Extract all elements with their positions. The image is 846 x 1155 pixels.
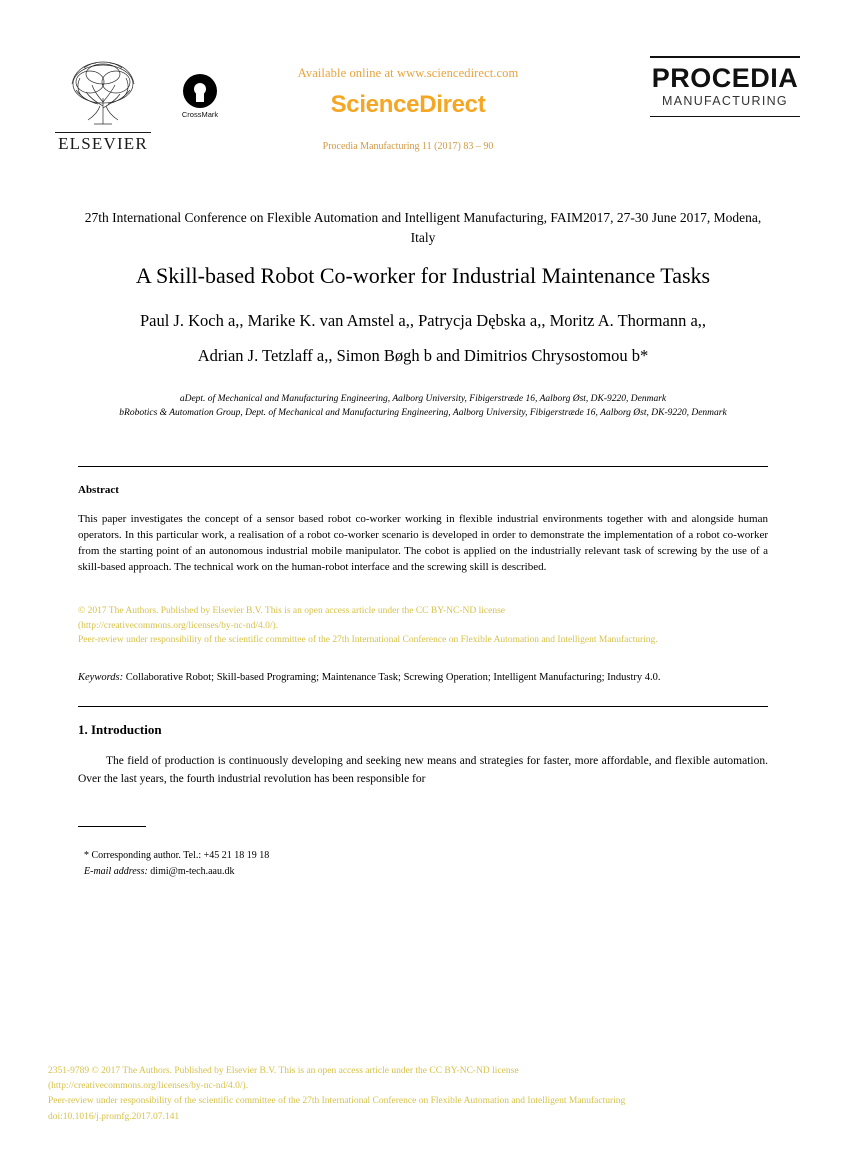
keywords-value: Collaborative Robot; Skill-based Programing; Maintenance Task; Screwing Operation; Intelligent Manufacturing; Industry 4.0. <box>125 672 661 683</box>
footer-peer-review: Peer-review under responsibility of the scientific committee of the 27th International Conference on Flexible Automation and Intelligent Manufacturing <box>48 1096 626 1107</box>
crossmark-label: CrossMark <box>181 110 219 119</box>
sciencedirect-block <box>258 66 558 152</box>
elsevier-tree-icon <box>60 58 146 130</box>
section-paragraph: The field of production is continuously developing and seeking new means and strategies for faster, more affordable, and flexible automation. Over the last years, the fourth industrial revolution has been responsible for <box>78 755 768 786</box>
peer-review-line: Peer-review under responsibility of the scientific committee of the 27th International Conference on Flexible Automation and Intelligent Manufacturing. <box>78 635 658 646</box>
procedia-subtitle: MANUFACTURING <box>662 94 788 109</box>
elsevier-wordmark: ELSEVIER <box>55 132 151 154</box>
page-footer <box>48 1064 808 1125</box>
copyright-block <box>78 604 768 648</box>
affiliation-a: aDept. of Mechanical and Manufacturing Engineering, Aalborg University, Fibigerstræde 16, Aalborg Øst, DK-9220, Denmark <box>179 394 667 404</box>
footer-line-1: 2351-9789 © 2017 The Authors. Published by Elsevier B.V. This is an open access article under the CC BY-NC-ND license <box>48 1066 519 1076</box>
copyright-line-1: © 2017 The Authors. Published by Elsevier B.V. This is an open access article under the CC BY-NC-ND license <box>78 606 506 616</box>
section-heading-introduction: 1. Introduction <box>78 722 162 737</box>
footnote-rule <box>78 826 146 827</box>
footer-doi[interactable]: doi:10.1016/j.promfg.2017.07.141 <box>48 1111 180 1122</box>
authors-line-2: Adrian J. Tetzlaff a,, Simon Bøgh b and Dimitrios Chrysostomou b* <box>197 345 649 365</box>
procedia-name: PROCEDIA <box>651 63 799 93</box>
elsevier-logo <box>55 58 151 154</box>
crossmark-logo <box>172 74 228 119</box>
corresponding-author: * Corresponding author. Tel.: +45 21 18 19 18 <box>84 850 270 861</box>
conference-line: 27th International Conference on Flexible Automation and Intelligent Manufacturing, FAIM2017, 27-30 June 2017, Modena, Italy <box>84 210 762 245</box>
email-label: E-mail address: <box>84 865 148 877</box>
authors <box>72 304 774 373</box>
page-title: A Skill-based Robot Co-worker for Industrial Maintenance Tasks <box>135 263 711 288</box>
sciencedirect-wordmark: ScienceDirect <box>330 91 486 118</box>
procedia-rule-bottom <box>650 116 800 117</box>
abstract-text: This paper investigates the concept of a sensor based robot co-worker working in flexible industrial environments together with and alongside human operators. In this particular work, a realisation of a robot co-worker scenario is developed in order to demonstrate the implementation of a robot co-worker from the starting point of an autonomous industrial mobile manipulator. The cobot is applied on the industrially relevant task of screwing by the use of a skill-based approach. The technical work on the human-robot interface and the screwing skill is described. <box>78 513 768 573</box>
abstract-heading: Abstract <box>78 484 119 496</box>
affiliation-b: bRobotics & Automation Group, Dept. of Mechanical and Manufacturing Engineering, Aalborg University, Fibigerstræde 16, Aalborg Øst, DK-9220, Denmark <box>119 408 727 419</box>
footer-license-link[interactable]: (http://creativecommons.org/licenses/by-nc-nd/4.0/). <box>48 1081 249 1092</box>
abstract-rule-bottom <box>78 706 768 707</box>
abstract-rule-top <box>78 466 768 467</box>
keywords-label: Keywords: <box>78 672 124 683</box>
license-link[interactable]: (http://creativecommons.org/licenses/by-nc-nd/4.0/). <box>78 620 279 631</box>
procedia-rule-top <box>650 56 800 58</box>
procedia-logo <box>650 56 800 117</box>
affiliations <box>72 392 774 421</box>
crossmark-icon <box>183 74 217 108</box>
available-online-text: Available online at www.sciencedirect.com <box>297 66 519 80</box>
footnote <box>84 848 774 879</box>
masthead <box>0 48 846 178</box>
authors-line-1: Paul J. Koch a,, Marike K. van Amstel a,, Patrycja Dębska a,, Moritz A. Thormann a,, <box>139 311 707 330</box>
keywords <box>78 672 768 683</box>
email-value[interactable]: dimi@m-tech.aau.dk <box>150 865 235 877</box>
journal-reference: Procedia Manufacturing 11 (2017) 83 – 90 <box>322 141 494 152</box>
